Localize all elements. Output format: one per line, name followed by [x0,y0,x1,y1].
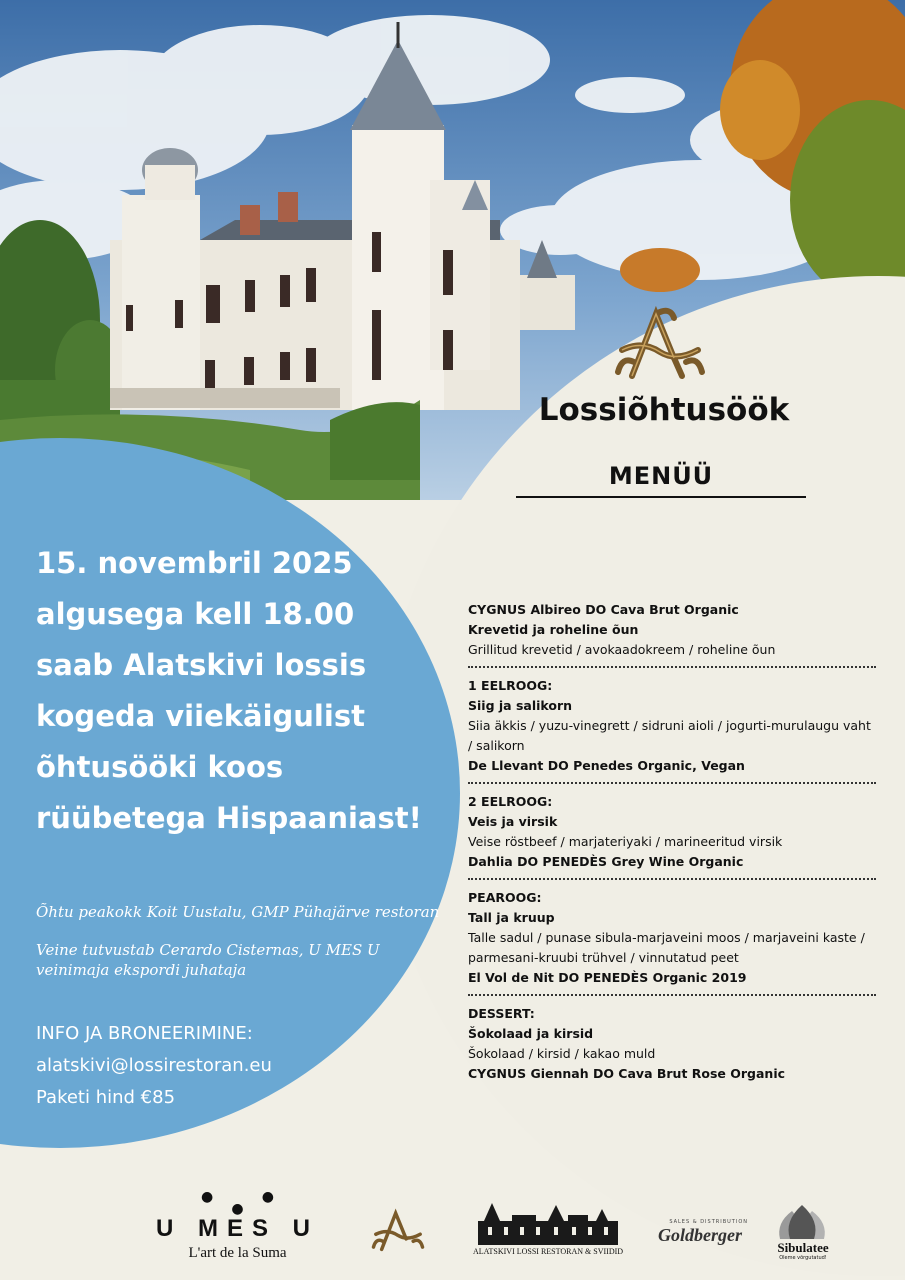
course-description: Siia äkkis / yuzu-vinegrett / sidruni aioli / jogurti-murulaugu vaht / salikorn [468,718,871,753]
goldberger-name: Goldberger [658,1225,742,1245]
intro-line: kogeda viiekäigulist [36,699,365,733]
monogram-logo [612,300,708,382]
package-price: Paketi hind €85 [36,1087,176,1108]
course-dish: Tall ja kruup [468,910,555,925]
umesu-dots: ● ● ● [201,1189,296,1217]
contact-email-link[interactable]: alatskivi@lossirestoran.eu [36,1055,272,1076]
menu-heading-rule [516,496,806,498]
menu-list [468,600,876,1084]
booking-info [36,1018,416,1114]
course-wine: El Vol de Nit DO PENEDÈS Organic 2019 [468,970,747,985]
sibulatee-logo [772,1203,834,1261]
menu-course [468,792,876,872]
event-intro [36,538,436,844]
course-wine: De Llevant DO Penedes Organic, Vegan [468,758,745,773]
course-dish: Siig ja salikorn [468,698,573,713]
menu-course [468,888,876,988]
course-label: 2 EELROOG: [468,794,553,809]
course-description: Šokolaad / kirsid / kakao muld [468,1046,656,1061]
menu-heading: MENÜÜ [608,462,714,490]
course-label: DESSERT: [468,1006,535,1021]
course-label: PEAROOG: [468,890,542,905]
wine-note: Veine tutvustab Cerardo Cisternas, U MES U veinimaja ekspordi juhataja [36,941,380,979]
intro-line: algusega kell 18.00 [36,597,355,631]
chef-note: Õhtu peakokk Koit Uustalu, GMP Pühajärve restoran [36,903,440,921]
umesu-name: U MES U [155,1215,319,1242]
goldberger-small: SALES & DISTRIBUTION [669,1219,748,1225]
menu-course [468,676,876,776]
intro-line: õhtusööki koos [36,750,284,784]
monogram-small-logo [370,1205,426,1253]
intro-line: saab Alatskivi lossis [36,648,367,682]
alatskivi-restaurant-logo [468,1199,628,1256]
sponsor-footer [0,1185,905,1265]
course-description: Grillitud krevetid / avokaadokreem / roheline õun [468,642,776,657]
castle-silhouette-icon [468,1199,628,1247]
sibulatee-name: Sibulatee [777,1240,829,1255]
course-dish: Šokolaad ja kirsid [468,1026,594,1041]
alatskivi-caption: ALATSKIVI LOSSI RESTORAN & SVIIDID [472,1247,624,1256]
umesu-logo [150,1191,325,1263]
course-dish: Veis ja virsik [468,814,558,829]
dotted-divider [468,666,876,668]
course-dish: Krevetid ja roheline õun [468,622,639,637]
menu-course [468,600,876,660]
onion-icon [772,1203,832,1241]
sibulatee-small: Olemе võrgutatud! [779,1255,827,1261]
dotted-divider [468,994,876,996]
intro-line: 15. novembril 2025 [36,546,353,580]
course-label: 1 EELROOG: [468,678,553,693]
course-wine: CYGNUS Giennah DO Cava Brut Rose Organic [468,1066,786,1081]
intro-line: rüübetega Hispaaniast! [36,801,422,835]
dotted-divider [468,878,876,880]
umesu-tagline: L'art de la Suma [188,1245,287,1261]
course-wine: CYGNUS Albireo DO Cava Brut Organic [468,602,739,617]
dotted-divider [468,782,876,784]
info-heading: INFO JA BRONEERIMINE: [36,1023,253,1044]
course-wine: Dahlia DO PENEDÈS Grey Wine Organic [468,854,744,869]
course-description: Talle sadul / punase sibula-marjaveini moos / marjaveini kaste / parmesani-kruubi trühvel / vinnutatud peet [468,930,865,965]
goldberger-logo [652,1219,748,1246]
event-title: Lossiõhtusöök [538,392,790,428]
course-description: Veise röstbeef / marjateriyaki / marineeritud virsik [468,834,783,849]
menu-course [468,1004,876,1084]
